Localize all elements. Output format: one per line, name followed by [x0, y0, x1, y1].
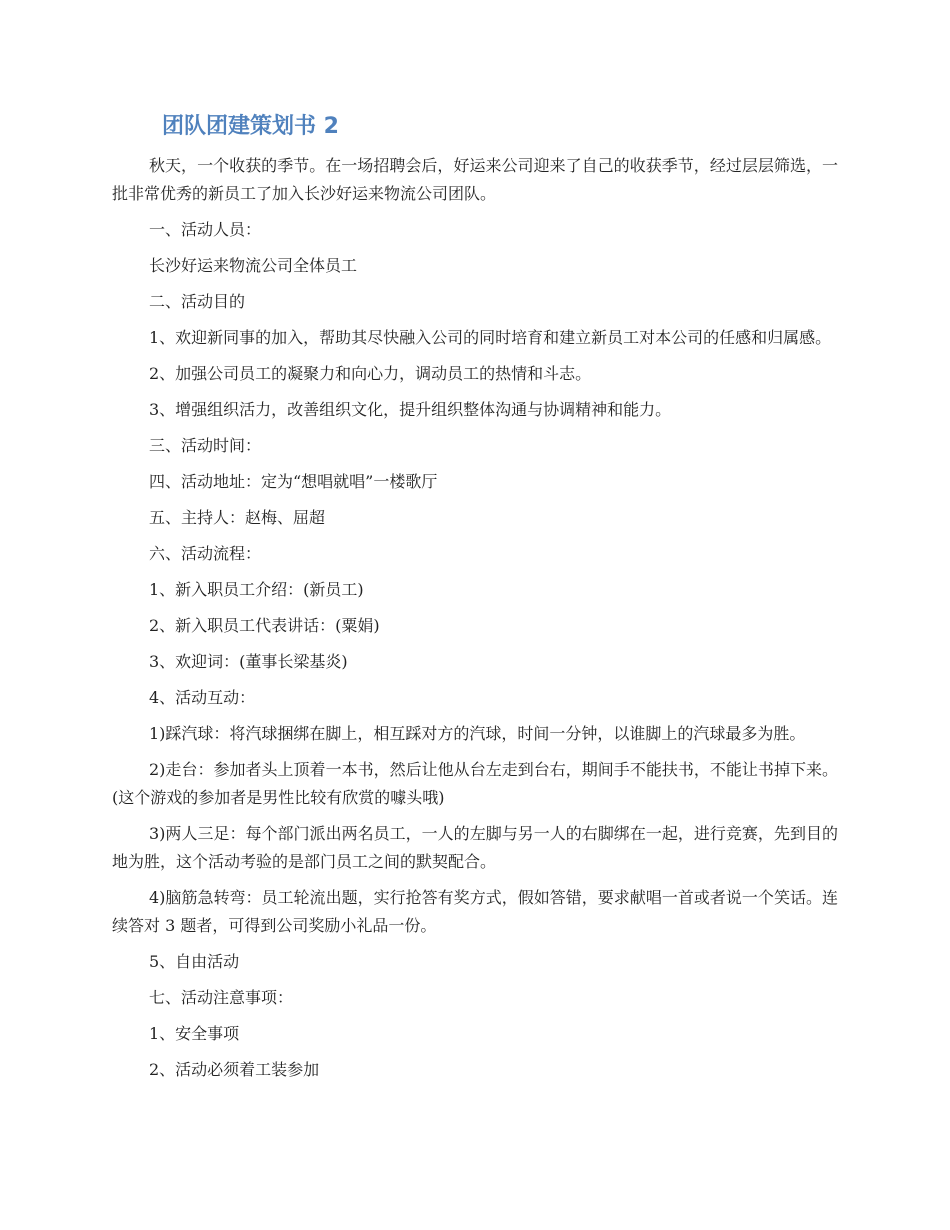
document-title: 团队团建策划书 2: [162, 114, 339, 139]
section-heading-hosts: 五、主持人：赵梅、屈超: [149, 508, 326, 527]
paragraph-intro: 秋天，一个收获的季节。在一场招聘会后，好运来公司迎来了自己的收获季节，经过层层筛选，一批非常优秀的新员工了加入长沙好运来物流公司团队。: [112, 156, 838, 203]
list-item-purpose-3: 3、增强组织活力，改善组织文化，提升组织整体沟通与协调精神和能力。: [149, 400, 672, 419]
list-item-game-4: 4)脑筋急转弯：员工轮流出题，实行抢答有奖方式，假如答错，要求献唱一首或者说一个笑话。连续答对 3 题者，可得到公司奖励小礼品一份。: [112, 888, 838, 935]
list-item-game-2: 2)走台：参加者头上顶着一本书，然后让他从台左走到台右，期间手不能扶书，不能让书掉下来。(这个游戏的参加者是男性比较有欣赏的噱头哦): [112, 760, 838, 807]
list-item-game-1: 1)踩汽球：将汽球捆绑在脚上，相互踩对方的汽球，时间一分钟，以谁脚上的汽球最多为胜。: [149, 724, 806, 743]
section-heading-time: 三、活动时间：: [149, 436, 262, 455]
list-item-notes-1: 1、安全事项: [149, 1024, 240, 1043]
list-item-purpose-1: 1、欢迎新同事的加入，帮助其尽快融入公司的同时培育和建立新员工对本公司的任感和归属感。: [149, 328, 832, 347]
list-item-process-3: 3、欢迎词：(董事长梁基炎): [149, 652, 348, 671]
list-item-process-4: 4、活动互动：: [149, 688, 256, 707]
section-heading-purpose: 二、活动目的: [149, 292, 246, 311]
document-body: [112, 152, 838, 1092]
list-item-game-3: 3)两人三足：每个部门派出两名员工，一人的左脚与另一人的右脚绑在一起，进行竞赛，先到目的地为胜，这个活动考验的是部门员工之间的默契配合。: [112, 824, 838, 871]
list-item-process-2: 2、新入职员工代表讲话：(粟娟): [149, 616, 380, 635]
paragraph-participants: 长沙好运来物流公司全体员工: [149, 256, 358, 275]
list-item-process-5: 5、自由活动: [149, 952, 240, 971]
section-heading-process: 六、活动流程：: [149, 544, 262, 563]
section-heading-participants: 一、活动人员：: [149, 220, 262, 239]
section-heading-notes: 七、活动注意事项：: [149, 988, 294, 1007]
list-item-notes-2: 2、活动必须着工装参加: [149, 1060, 320, 1079]
section-heading-location: 四、活动地址：定为“想唱就唱”一楼歌厅: [149, 472, 438, 491]
list-item-purpose-2: 2、加强公司员工的凝聚力和向心力，调动员工的热情和斗志。: [149, 364, 592, 383]
list-item-process-1: 1、新入职员工介绍：(新员工): [149, 580, 364, 599]
